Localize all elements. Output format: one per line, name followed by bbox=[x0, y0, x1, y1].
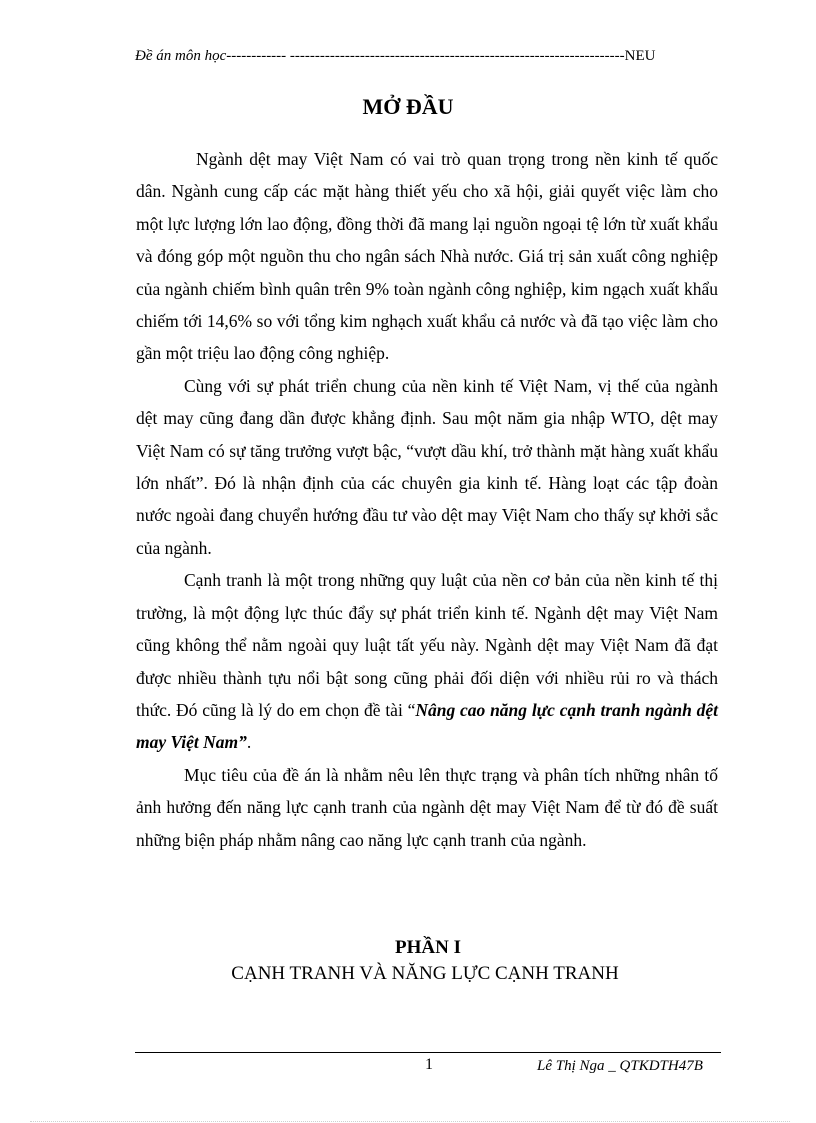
paragraph-2: Cùng với sự phát triển chung của nền kinh tế Việt Nam, vị thế của ngành dệt may cũng đang dần được khẳng định. Sau một năm gia nhập WTO, dệt may Việt Nam có sự tăng trưởng vượt bậc, “vượt dầu khí, trở thành mặt hàng xuất khẩu lớn nhất”. Đó là nhận định của các chuyên gia kinh tế. Hàng loạt các tập đoàn nước ngoài đang chuyển hướng đầu tư vào dệt may Việt Nam cho thấy sự khởi sắc của ngành. bbox=[136, 375, 718, 558]
document-body bbox=[136, 143, 718, 856]
topic-title-emphasis: Nâng cao năng lực cạnh tranh ngành dệt may Việt Nam” bbox=[136, 699, 719, 753]
header-course-title: Đề án môn học------------ ------------------------------------------------------------------- bbox=[135, 48, 625, 64]
page-number: 1 bbox=[425, 1056, 433, 1073]
paragraph-3 bbox=[136, 564, 718, 758]
paragraph-4: Mục tiêu của đề án là nhằm nêu lên thực trạng và phân tích những nhân tố ảnh hưởng đến năng lực cạnh tranh của ngành dệt may Việt Nam để từ đó đề suất những biện pháp nhằm nâng cao năng lực cạnh tranh của ngành. bbox=[136, 764, 718, 850]
paragraph-3-end: . bbox=[246, 732, 252, 753]
section-title: MỞ ĐẦU bbox=[362, 94, 454, 119]
footer-author: Lê Thị Nga _ QTKDTH47B bbox=[537, 1058, 703, 1074]
paragraph-1: Ngành dệt may Việt Nam có vai trò quan trọng trong nền kinh tế quốc dân. Ngành cung cấp các mặt hàng thiết yếu cho xã hội, giải quyết việc làm cho một lực lượng lớn lao động, đồng thời đã mang lại nguồn ngoại tệ lớn từ xuất khẩu và đóng góp một nguồn thu cho ngân sách Nhà nước. Giá trị sản xuất công nghiệp của ngành chiếm bình quân trên 9% toàn ngành công nghiệp, kim ngạch xuất khẩu chiếm tới 14,6% so với tổng kim nghạch xuất khẩu cả nước và đã tạo việc làm cho gần một triệu lao động công nghiệp. bbox=[136, 149, 718, 364]
footer-divider bbox=[135, 1052, 721, 1053]
page-bottom-border bbox=[30, 1121, 790, 1122]
page-header bbox=[135, 48, 697, 65]
header-school: NEU bbox=[624, 48, 656, 64]
part-number: PHẦN I bbox=[395, 937, 461, 958]
part-title: CẠNH TRANH VÀ NĂNG LỰC CẠNH TRANH bbox=[231, 963, 619, 984]
paragraph-3-text: Cạnh tranh là một trong những quy luật của nền cơ bản của nền kinh tế thị trường, là một động lực thúc đẩy sự phát triển kinh tế. Ngành dệt may Việt Nam cũng không thể nằm ngoài quy luật tất yếu này. Ngành dệt may Việt Nam đã đạt được nhiều thành tựu nổi bật song cũng phải đối diện với nhiều rủi ro và thách thức. Đó cũng là lý do em chọn đề tài “ bbox=[136, 570, 718, 720]
